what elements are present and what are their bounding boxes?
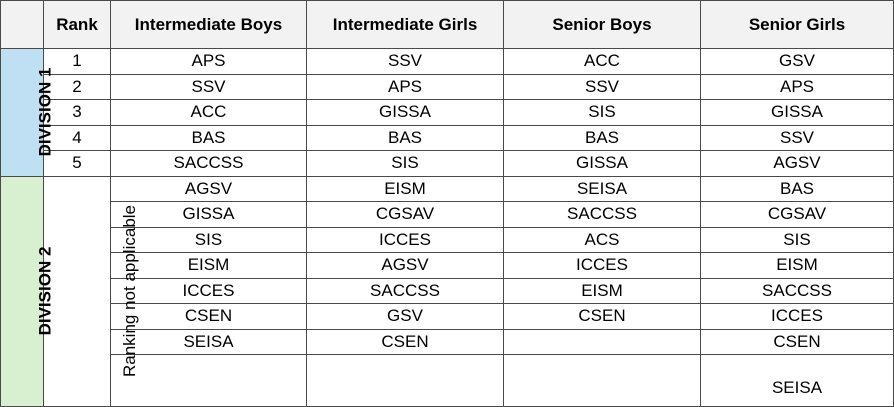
cell-senior-boys: ICCES xyxy=(504,253,701,279)
cell-intermediate-boys: GISSA xyxy=(111,202,307,228)
table-row xyxy=(1,74,894,100)
cell-intermediate-boys: CSEN xyxy=(111,304,307,330)
cell-intermediate-boys: EISM xyxy=(111,253,307,279)
cell-senior-boys: SEISA xyxy=(504,176,701,202)
cell-intermediate-boys: ACC xyxy=(111,100,307,126)
cell-senior-girls: AGSV xyxy=(701,151,894,177)
rank-cell: 1 xyxy=(44,49,111,75)
cell-intermediate-boys: AGSV xyxy=(111,176,307,202)
table-row xyxy=(1,100,894,126)
header-rank: Rank xyxy=(44,1,111,49)
division-2-label: DIVISION 2 xyxy=(35,246,55,336)
cell-intermediate-girls: ICCES xyxy=(307,227,504,253)
cell-intermediate-girls: BAS xyxy=(307,125,504,151)
cell-intermediate-boys: BAS xyxy=(111,125,307,151)
cell-intermediate-girls: AGSV xyxy=(307,253,504,279)
cell-senior-boys: SIS xyxy=(504,100,701,126)
cell-intermediate-boys: SACCSS xyxy=(111,151,307,177)
cell-intermediate-girls: GISSA xyxy=(307,100,504,126)
cell-senior-girls: CSEN xyxy=(701,329,894,355)
cell-senior-boys: GISSA xyxy=(504,151,701,177)
cell-senior-girls: GSV xyxy=(701,49,894,75)
cell-senior-boys: EISM xyxy=(504,278,701,304)
division-2-label-cell xyxy=(1,176,55,407)
header-senior-boys: Senior Boys xyxy=(504,1,701,49)
cell-intermediate-girls: EISM xyxy=(307,176,504,202)
cell-intermediate-girls xyxy=(307,355,504,407)
header-intermediate-boys: Intermediate Boys xyxy=(111,1,307,49)
cell-senior-boys xyxy=(504,355,701,407)
cell-intermediate-girls: SACCSS xyxy=(307,278,504,304)
header-row xyxy=(1,1,894,49)
cell-senior-boys: CSEN xyxy=(504,304,701,330)
corner-cell xyxy=(1,1,44,49)
cell-senior-girls: GISSA xyxy=(701,100,894,126)
ranking-not-applicable-note: Ranking not applicable xyxy=(120,205,140,378)
cell-senior-girls: SACCSS xyxy=(701,278,894,304)
table-row xyxy=(1,151,894,177)
cell-intermediate-girls: GSV xyxy=(307,304,504,330)
cell-senior-girls: ICCES xyxy=(701,304,894,330)
cell-intermediate-boys: APS xyxy=(111,49,307,75)
cell-intermediate-boys: ICCES xyxy=(111,278,307,304)
cell-senior-girls: APS xyxy=(701,74,894,100)
cell-intermediate-girls: CGSAV xyxy=(307,202,504,228)
cell-senior-girls: SIS xyxy=(701,227,894,253)
rank-cell: 4 xyxy=(44,125,111,151)
cell-senior-boys: BAS xyxy=(504,125,701,151)
table-row xyxy=(1,176,894,202)
cell-intermediate-boys: SEISA xyxy=(111,329,307,355)
rank-cell: 5 xyxy=(44,151,111,177)
header-senior-girls: Senior Girls xyxy=(701,1,894,49)
cell-intermediate-girls: SIS xyxy=(307,151,504,177)
cell-senior-boys xyxy=(504,329,701,355)
cell-intermediate-boys: SSV xyxy=(111,74,307,100)
rank-cell: 2 xyxy=(44,74,111,100)
cell-senior-boys: SSV xyxy=(504,74,701,100)
cell-intermediate-girls: APS xyxy=(307,74,504,100)
table-row xyxy=(1,125,894,151)
table-row xyxy=(1,49,894,75)
cell-intermediate-girls: CSEN xyxy=(307,329,504,355)
cell-senior-girls: BAS xyxy=(701,176,894,202)
rank-cell: 3 xyxy=(44,100,111,126)
cell-intermediate-boys: SIS xyxy=(111,227,307,253)
division-1-label-cell xyxy=(1,49,55,177)
cell-senior-boys: ACS xyxy=(504,227,701,253)
division-1-label: DIVISION 1 xyxy=(35,67,55,157)
header-intermediate-girls: Intermediate Girls xyxy=(307,1,504,49)
cell-senior-girls: CGSAV xyxy=(701,202,894,228)
cell-senior-boys: SACCSS xyxy=(504,202,701,228)
cell-senior-girls: SSV xyxy=(701,125,894,151)
cell-intermediate-girls: SSV xyxy=(307,49,504,75)
cell-senior-girls: SEISA xyxy=(701,355,894,407)
cell-senior-boys: ACC xyxy=(504,49,701,75)
cell-senior-girls: EISM xyxy=(701,253,894,279)
